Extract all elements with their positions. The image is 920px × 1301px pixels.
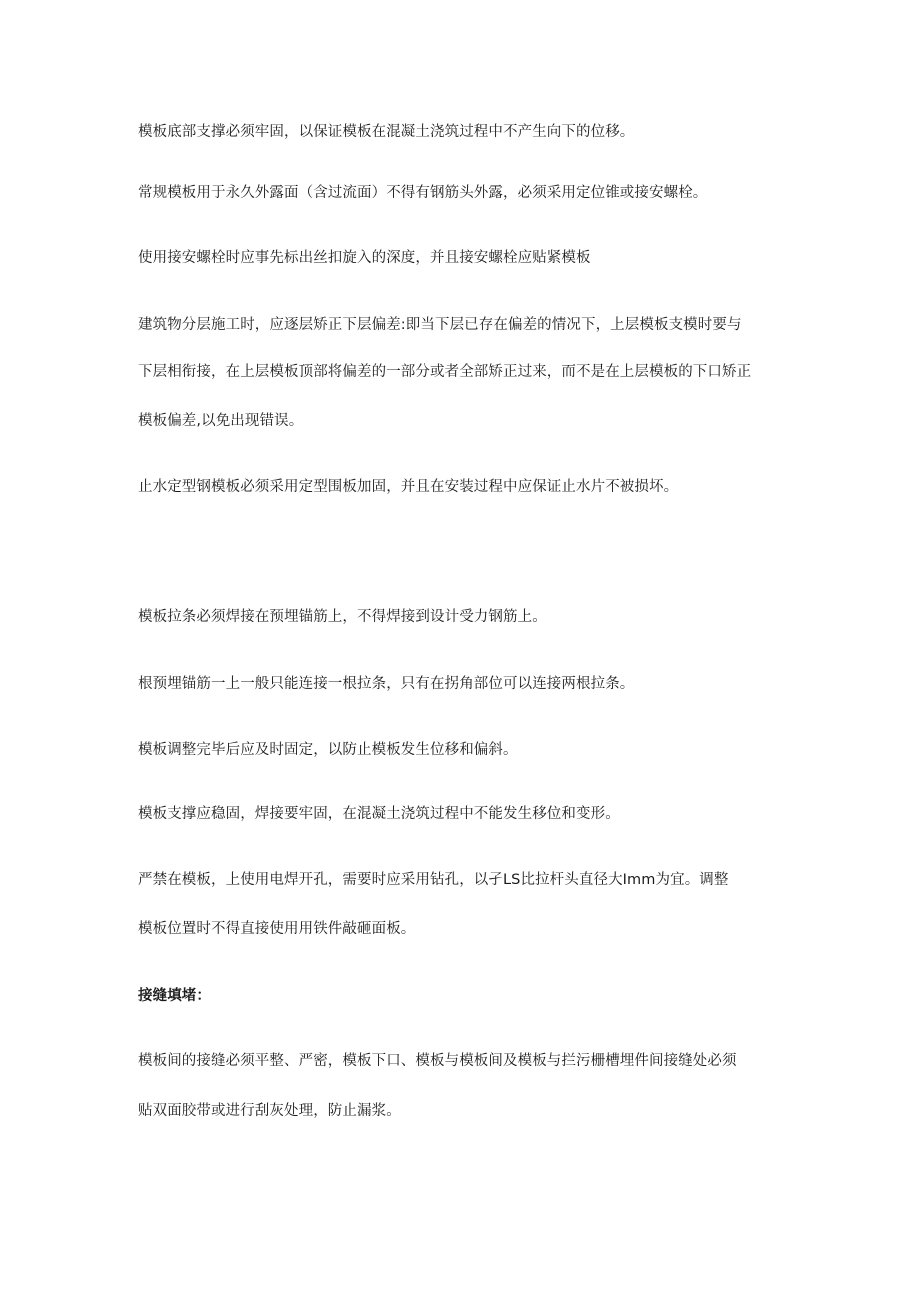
text-line: 贴双面胶带或进行刮灰处理，防止漏浆。: [138, 1103, 401, 1119]
text-line: 模板底部支撑必须牢固，以保证模板在混凝土浇筑过程中不产生向下的位移。: [138, 124, 635, 140]
text-line: 常规模板用于永久外露面（含过流面）不得有钢筋头外露，必须采用定位锥或接安螺栓。: [138, 185, 708, 201]
text-line: 模板位置时不得直接使用用铁件敲砸面板。: [138, 921, 416, 937]
text-line: 止水定型钢模板必须采用定型围板加固，并且在安装过程中应保证止水片不被损坏。: [138, 479, 679, 495]
text-line: 模板拉条必须焊接在预埋锚筋上，不得焊接到设计受力钢筋上。: [138, 609, 547, 625]
text-line: 模板支撑应稳固，焊接要牢固，在混凝土浇筑过程中不能发生移位和变形。: [138, 806, 620, 822]
text-line: 根预埋锚筋一上一般只能连接一根拉条，只有在拐角部位可以连接两根拉条。: [138, 676, 635, 692]
text-line: 建筑物分层施工时，应逐层矫正下层偏差:即当下层已存在偏差的情况下，上层模板支模时要与: [138, 317, 742, 333]
text-line: 模板偏差,以免出现错误。: [138, 413, 304, 429]
text-line: 使用接安螺栓时应事先标出丝扣旋入的深度，并且接安螺栓应贴紧模板: [138, 250, 591, 266]
text-line: 模板间的接缝必须平整、严密，模板下口、模板与模板间及模板与拦污栅槽埋件间接缝处必须: [138, 1053, 737, 1069]
section-heading: 接缝填堵：: [138, 988, 211, 1004]
text-line: 模板调整完毕后应及时固定，以防止模板发生位移和偏斜。: [138, 742, 518, 758]
text-line: 下层相衔接，在上层模板顶部将偏差的一部分或者全部矫正过来，而不是在上层模板的下口矫正: [138, 364, 752, 380]
text-line: 严禁在模板，上使用电焊开孔，需要时应采用钻孔，以孑LS比拉杆头直径大Imm为宜。调整: [138, 872, 729, 888]
